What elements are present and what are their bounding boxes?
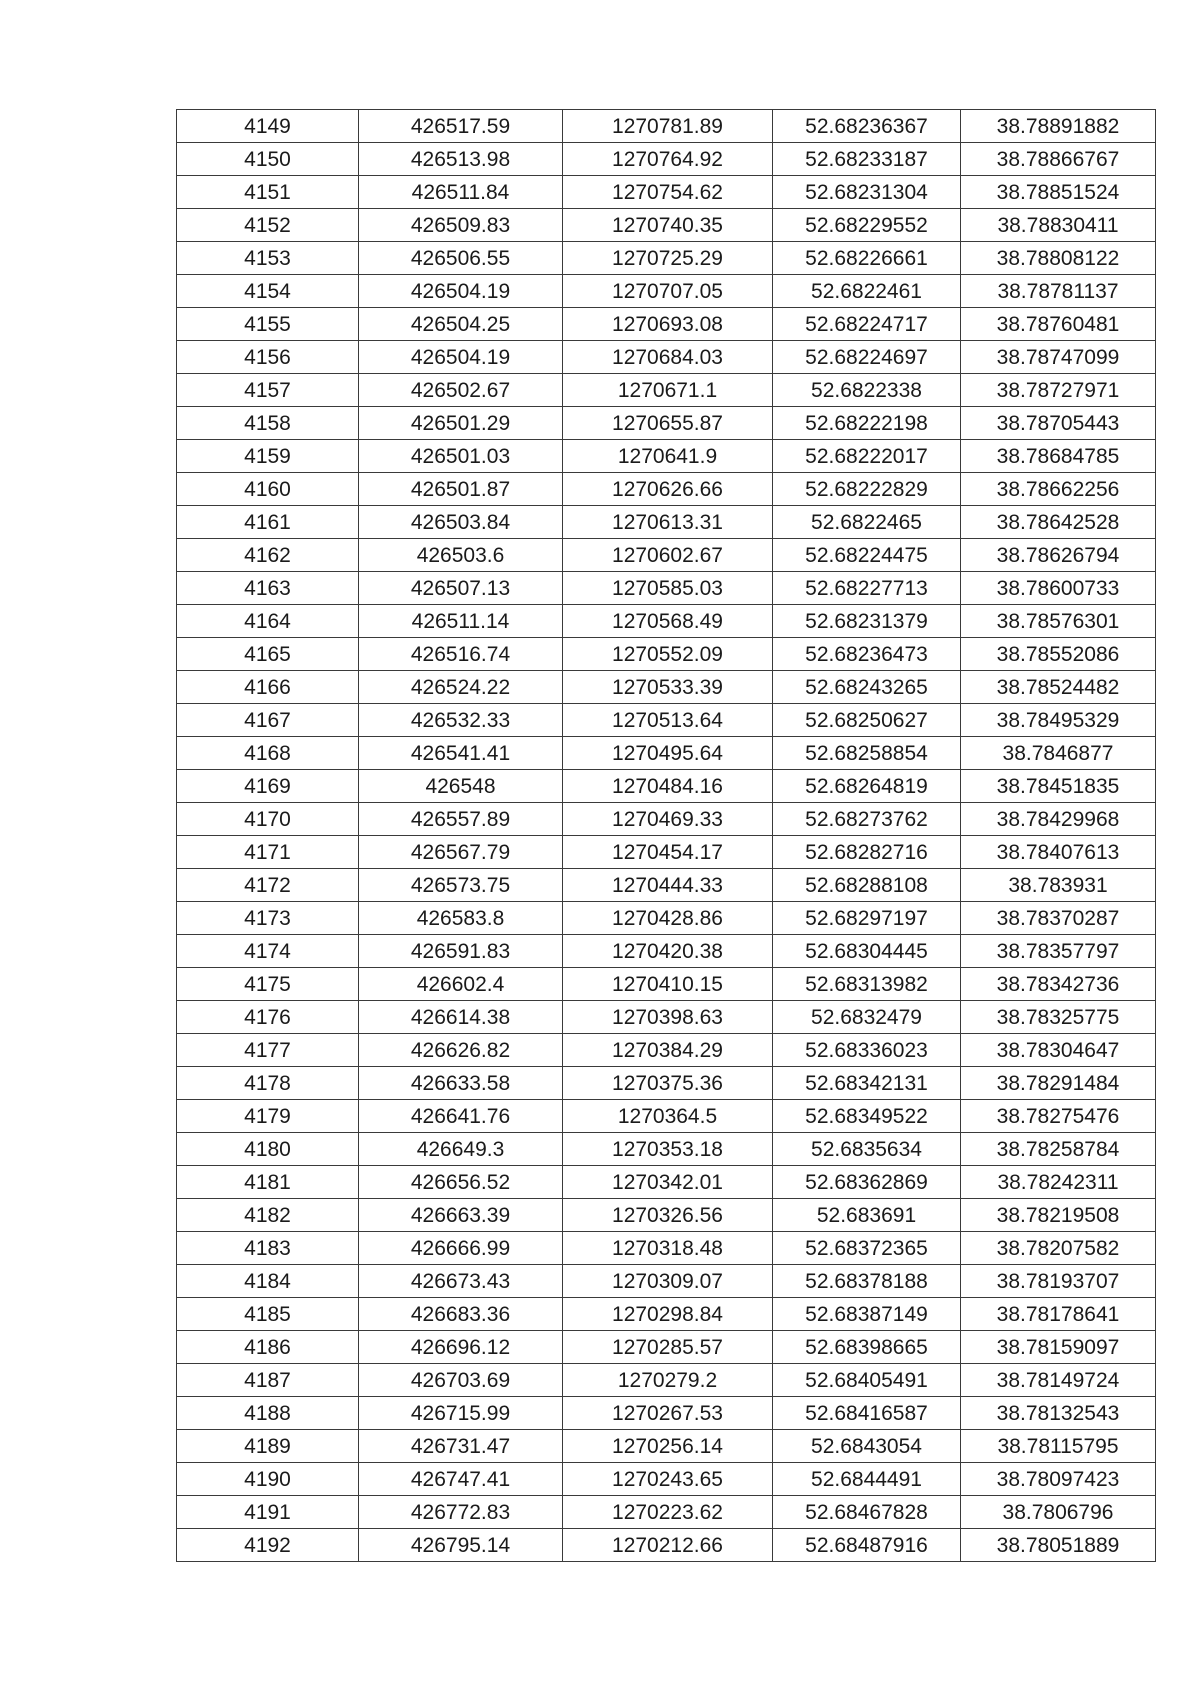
latitude-cell: 52.68231304: [773, 176, 961, 209]
point-number-cell: 4192: [177, 1529, 359, 1562]
y-coordinate-cell: 1270764.92: [563, 143, 773, 176]
point-number-cell: 4151: [177, 176, 359, 209]
x-coordinate-cell: 426583.8: [359, 902, 563, 935]
x-coordinate-cell: 426641.76: [359, 1100, 563, 1133]
latitude-cell: 52.683691: [773, 1199, 961, 1232]
point-number-cell: 4185: [177, 1298, 359, 1331]
table-row: [177, 1232, 1156, 1265]
y-coordinate-cell: 1270454.17: [563, 836, 773, 869]
y-coordinate-cell: 1270298.84: [563, 1298, 773, 1331]
table-row: [177, 473, 1156, 506]
y-coordinate-cell: 1270781.89: [563, 110, 773, 143]
table-row: [177, 539, 1156, 572]
longitude-cell: 38.78891882: [961, 110, 1156, 143]
longitude-cell: 38.78407613: [961, 836, 1156, 869]
point-number-cell: 4150: [177, 143, 359, 176]
latitude-cell: 52.68258854: [773, 737, 961, 770]
longitude-cell: 38.78275476: [961, 1100, 1156, 1133]
table-row: [177, 1463, 1156, 1496]
latitude-cell: 52.6844491: [773, 1463, 961, 1496]
table-row: [177, 1166, 1156, 1199]
table-row: [177, 506, 1156, 539]
table-row: [177, 1100, 1156, 1133]
point-number-cell: 4189: [177, 1430, 359, 1463]
point-number-cell: 4156: [177, 341, 359, 374]
longitude-cell: 38.78051889: [961, 1529, 1156, 1562]
point-number-cell: 4176: [177, 1001, 359, 1034]
y-coordinate-cell: 1270552.09: [563, 638, 773, 671]
latitude-cell: 52.6822465: [773, 506, 961, 539]
y-coordinate-cell: 1270585.03: [563, 572, 773, 605]
y-coordinate-cell: 1270285.57: [563, 1331, 773, 1364]
y-coordinate-cell: 1270495.64: [563, 737, 773, 770]
table-row: [177, 902, 1156, 935]
x-coordinate-cell: 426683.36: [359, 1298, 563, 1331]
table-row: [177, 1397, 1156, 1430]
y-coordinate-cell: 1270725.29: [563, 242, 773, 275]
table-row: [177, 869, 1156, 902]
longitude-cell: 38.78781137: [961, 275, 1156, 308]
latitude-cell: 52.6822338: [773, 374, 961, 407]
y-coordinate-cell: 1270256.14: [563, 1430, 773, 1463]
y-coordinate-cell: 1270641.9: [563, 440, 773, 473]
x-coordinate-cell: 426501.87: [359, 473, 563, 506]
latitude-cell: 52.68224717: [773, 308, 961, 341]
longitude-cell: 38.78524482: [961, 671, 1156, 704]
point-number-cell: 4154: [177, 275, 359, 308]
table-row: [177, 440, 1156, 473]
y-coordinate-cell: 1270353.18: [563, 1133, 773, 1166]
point-number-cell: 4163: [177, 572, 359, 605]
latitude-cell: 52.68273762: [773, 803, 961, 836]
table-row: [177, 704, 1156, 737]
table-row: [177, 1133, 1156, 1166]
y-coordinate-cell: 1270693.08: [563, 308, 773, 341]
x-coordinate-cell: 426524.22: [359, 671, 563, 704]
point-number-cell: 4184: [177, 1265, 359, 1298]
latitude-cell: 52.68387149: [773, 1298, 961, 1331]
x-coordinate-cell: 426703.69: [359, 1364, 563, 1397]
x-coordinate-cell: 426502.67: [359, 374, 563, 407]
x-coordinate-cell: 426509.83: [359, 209, 563, 242]
table-row: [177, 770, 1156, 803]
x-coordinate-cell: 426506.55: [359, 242, 563, 275]
longitude-cell: 38.78219508: [961, 1199, 1156, 1232]
longitude-cell: 38.78851524: [961, 176, 1156, 209]
table-row: [177, 968, 1156, 1001]
longitude-cell: 38.78600733: [961, 572, 1156, 605]
latitude-cell: 52.68222017: [773, 440, 961, 473]
latitude-cell: 52.68372365: [773, 1232, 961, 1265]
table-row: [177, 110, 1156, 143]
point-number-cell: 4181: [177, 1166, 359, 1199]
x-coordinate-cell: 426649.3: [359, 1133, 563, 1166]
point-number-cell: 4159: [177, 440, 359, 473]
y-coordinate-cell: 1270375.36: [563, 1067, 773, 1100]
x-coordinate-cell: 426696.12: [359, 1331, 563, 1364]
latitude-cell: 52.68405491: [773, 1364, 961, 1397]
table-row: [177, 341, 1156, 374]
point-number-cell: 4157: [177, 374, 359, 407]
latitude-cell: 52.68336023: [773, 1034, 961, 1067]
y-coordinate-cell: 1270398.63: [563, 1001, 773, 1034]
table-row: [177, 209, 1156, 242]
x-coordinate-cell: 426504.25: [359, 308, 563, 341]
x-coordinate-cell: 426656.52: [359, 1166, 563, 1199]
latitude-cell: 52.68313982: [773, 968, 961, 1001]
table-row: [177, 671, 1156, 704]
x-coordinate-cell: 426503.6: [359, 539, 563, 572]
y-coordinate-cell: 1270212.66: [563, 1529, 773, 1562]
point-number-cell: 4161: [177, 506, 359, 539]
latitude-cell: 52.6843054: [773, 1430, 961, 1463]
y-coordinate-cell: 1270613.31: [563, 506, 773, 539]
latitude-cell: 52.68236473: [773, 638, 961, 671]
point-number-cell: 4190: [177, 1463, 359, 1496]
y-coordinate-cell: 1270568.49: [563, 605, 773, 638]
latitude-cell: 52.68231379: [773, 605, 961, 638]
point-number-cell: 4164: [177, 605, 359, 638]
longitude-cell: 38.78727971: [961, 374, 1156, 407]
x-coordinate-cell: 426516.74: [359, 638, 563, 671]
point-number-cell: 4179: [177, 1100, 359, 1133]
point-number-cell: 4171: [177, 836, 359, 869]
x-coordinate-cell: 426567.79: [359, 836, 563, 869]
point-number-cell: 4191: [177, 1496, 359, 1529]
x-coordinate-cell: 426548: [359, 770, 563, 803]
point-number-cell: 4168: [177, 737, 359, 770]
latitude-cell: 52.68362869: [773, 1166, 961, 1199]
table-row: [177, 1331, 1156, 1364]
longitude-cell: 38.78193707: [961, 1265, 1156, 1298]
point-number-cell: 4188: [177, 1397, 359, 1430]
latitude-cell: 52.68222829: [773, 473, 961, 506]
longitude-cell: 38.78662256: [961, 473, 1156, 506]
x-coordinate-cell: 426715.99: [359, 1397, 563, 1430]
table-row: [177, 605, 1156, 638]
y-coordinate-cell: 1270602.67: [563, 539, 773, 572]
table-row: [177, 1364, 1156, 1397]
table-row: [177, 935, 1156, 968]
longitude-cell: 38.78258784: [961, 1133, 1156, 1166]
y-coordinate-cell: 1270410.15: [563, 968, 773, 1001]
point-number-cell: 4153: [177, 242, 359, 275]
longitude-cell: 38.78097423: [961, 1463, 1156, 1496]
x-coordinate-cell: 426511.14: [359, 605, 563, 638]
latitude-cell: 52.68378188: [773, 1265, 961, 1298]
y-coordinate-cell: 1270626.66: [563, 473, 773, 506]
longitude-cell: 38.78242311: [961, 1166, 1156, 1199]
point-number-cell: 4180: [177, 1133, 359, 1166]
point-number-cell: 4186: [177, 1331, 359, 1364]
longitude-cell: 38.78178641: [961, 1298, 1156, 1331]
x-coordinate-cell: 426663.39: [359, 1199, 563, 1232]
table-body: [177, 110, 1156, 1562]
table-row: [177, 803, 1156, 836]
longitude-cell: 38.78760481: [961, 308, 1156, 341]
y-coordinate-cell: 1270707.05: [563, 275, 773, 308]
latitude-cell: 52.68224475: [773, 539, 961, 572]
y-coordinate-cell: 1270684.03: [563, 341, 773, 374]
latitude-cell: 52.68243265: [773, 671, 961, 704]
latitude-cell: 52.68304445: [773, 935, 961, 968]
point-number-cell: 4162: [177, 539, 359, 572]
x-coordinate-cell: 426517.59: [359, 110, 563, 143]
point-number-cell: 4152: [177, 209, 359, 242]
latitude-cell: 52.68236367: [773, 110, 961, 143]
table-row: [177, 572, 1156, 605]
table-row: [177, 638, 1156, 671]
latitude-cell: 52.68416587: [773, 1397, 961, 1430]
y-coordinate-cell: 1270279.2: [563, 1364, 773, 1397]
y-coordinate-cell: 1270444.33: [563, 869, 773, 902]
point-number-cell: 4172: [177, 869, 359, 902]
point-number-cell: 4177: [177, 1034, 359, 1067]
latitude-cell: 52.68250627: [773, 704, 961, 737]
longitude-cell: 38.78684785: [961, 440, 1156, 473]
x-coordinate-cell: 426513.98: [359, 143, 563, 176]
point-number-cell: 4167: [177, 704, 359, 737]
y-coordinate-cell: 1270428.86: [563, 902, 773, 935]
x-coordinate-cell: 426501.03: [359, 440, 563, 473]
table-row: [177, 176, 1156, 209]
table-row: [177, 1496, 1156, 1529]
point-number-cell: 4149: [177, 110, 359, 143]
table-row: [177, 1298, 1156, 1331]
longitude-cell: 38.783931: [961, 869, 1156, 902]
longitude-cell: 38.78705443: [961, 407, 1156, 440]
point-number-cell: 4187: [177, 1364, 359, 1397]
longitude-cell: 38.78552086: [961, 638, 1156, 671]
y-coordinate-cell: 1270513.64: [563, 704, 773, 737]
x-coordinate-cell: 426772.83: [359, 1496, 563, 1529]
point-number-cell: 4158: [177, 407, 359, 440]
latitude-cell: 52.68229552: [773, 209, 961, 242]
longitude-cell: 38.78866767: [961, 143, 1156, 176]
longitude-cell: 38.78576301: [961, 605, 1156, 638]
table-row: [177, 308, 1156, 341]
table-row: [177, 1199, 1156, 1232]
y-coordinate-cell: 1270326.56: [563, 1199, 773, 1232]
table-row: [177, 1067, 1156, 1100]
x-coordinate-cell: 426602.4: [359, 968, 563, 1001]
latitude-cell: 52.68467828: [773, 1496, 961, 1529]
longitude-cell: 38.78207582: [961, 1232, 1156, 1265]
longitude-cell: 38.78149724: [961, 1364, 1156, 1397]
x-coordinate-cell: 426633.58: [359, 1067, 563, 1100]
table-row: [177, 275, 1156, 308]
point-number-cell: 4155: [177, 308, 359, 341]
x-coordinate-cell: 426591.83: [359, 935, 563, 968]
y-coordinate-cell: 1270469.33: [563, 803, 773, 836]
x-coordinate-cell: 426626.82: [359, 1034, 563, 1067]
longitude-cell: 38.78808122: [961, 242, 1156, 275]
longitude-cell: 38.7846877: [961, 737, 1156, 770]
y-coordinate-cell: 1270342.01: [563, 1166, 773, 1199]
y-coordinate-cell: 1270318.48: [563, 1232, 773, 1265]
table-row: [177, 836, 1156, 869]
x-coordinate-cell: 426614.38: [359, 1001, 563, 1034]
y-coordinate-cell: 1270309.07: [563, 1265, 773, 1298]
latitude-cell: 52.68227713: [773, 572, 961, 605]
x-coordinate-cell: 426557.89: [359, 803, 563, 836]
longitude-cell: 38.78357797: [961, 935, 1156, 968]
table-row: [177, 737, 1156, 770]
latitude-cell: 52.6822461: [773, 275, 961, 308]
longitude-cell: 38.78291484: [961, 1067, 1156, 1100]
x-coordinate-cell: 426673.43: [359, 1265, 563, 1298]
table-row: [177, 374, 1156, 407]
table-row: [177, 1430, 1156, 1463]
x-coordinate-cell: 426795.14: [359, 1529, 563, 1562]
x-coordinate-cell: 426747.41: [359, 1463, 563, 1496]
x-coordinate-cell: 426731.47: [359, 1430, 563, 1463]
latitude-cell: 52.68226661: [773, 242, 961, 275]
point-number-cell: 4166: [177, 671, 359, 704]
y-coordinate-cell: 1270243.65: [563, 1463, 773, 1496]
latitude-cell: 52.68264819: [773, 770, 961, 803]
point-number-cell: 4183: [177, 1232, 359, 1265]
y-coordinate-cell: 1270420.38: [563, 935, 773, 968]
table-row: [177, 1529, 1156, 1562]
longitude-cell: 38.78747099: [961, 341, 1156, 374]
longitude-cell: 38.78495329: [961, 704, 1156, 737]
longitude-cell: 38.78115795: [961, 1430, 1156, 1463]
longitude-cell: 38.78304647: [961, 1034, 1156, 1067]
x-coordinate-cell: 426507.13: [359, 572, 563, 605]
table-row: [177, 1034, 1156, 1067]
x-coordinate-cell: 426511.84: [359, 176, 563, 209]
longitude-cell: 38.78370287: [961, 902, 1156, 935]
table-row: [177, 242, 1156, 275]
latitude-cell: 52.68282716: [773, 836, 961, 869]
latitude-cell: 52.68288108: [773, 869, 961, 902]
y-coordinate-cell: 1270223.62: [563, 1496, 773, 1529]
longitude-cell: 38.78342736: [961, 968, 1156, 1001]
point-number-cell: 4170: [177, 803, 359, 836]
x-coordinate-cell: 426501.29: [359, 407, 563, 440]
longitude-cell: 38.7806796: [961, 1496, 1156, 1529]
latitude-cell: 52.68398665: [773, 1331, 961, 1364]
table-row: [177, 1265, 1156, 1298]
x-coordinate-cell: 426666.99: [359, 1232, 563, 1265]
x-coordinate-cell: 426532.33: [359, 704, 563, 737]
y-coordinate-cell: 1270484.16: [563, 770, 773, 803]
point-number-cell: 4174: [177, 935, 359, 968]
longitude-cell: 38.78159097: [961, 1331, 1156, 1364]
point-number-cell: 4165: [177, 638, 359, 671]
y-coordinate-cell: 1270364.5: [563, 1100, 773, 1133]
y-coordinate-cell: 1270533.39: [563, 671, 773, 704]
latitude-cell: 52.68349522: [773, 1100, 961, 1133]
latitude-cell: 52.6835634: [773, 1133, 961, 1166]
y-coordinate-cell: 1270655.87: [563, 407, 773, 440]
x-coordinate-cell: 426503.84: [359, 506, 563, 539]
y-coordinate-cell: 1270384.29: [563, 1034, 773, 1067]
y-coordinate-cell: 1270671.1: [563, 374, 773, 407]
x-coordinate-cell: 426504.19: [359, 341, 563, 374]
coordinates-table: [176, 109, 1156, 1562]
longitude-cell: 38.78626794: [961, 539, 1156, 572]
longitude-cell: 38.78642528: [961, 506, 1156, 539]
latitude-cell: 52.68224697: [773, 341, 961, 374]
point-number-cell: 4160: [177, 473, 359, 506]
point-number-cell: 4178: [177, 1067, 359, 1100]
latitude-cell: 52.68233187: [773, 143, 961, 176]
point-number-cell: 4169: [177, 770, 359, 803]
y-coordinate-cell: 1270754.62: [563, 176, 773, 209]
y-coordinate-cell: 1270740.35: [563, 209, 773, 242]
latitude-cell: 52.68222198: [773, 407, 961, 440]
longitude-cell: 38.78830411: [961, 209, 1156, 242]
x-coordinate-cell: 426504.19: [359, 275, 563, 308]
x-coordinate-cell: 426541.41: [359, 737, 563, 770]
longitude-cell: 38.78451835: [961, 770, 1156, 803]
y-coordinate-cell: 1270267.53: [563, 1397, 773, 1430]
point-number-cell: 4175: [177, 968, 359, 1001]
latitude-cell: 52.6832479: [773, 1001, 961, 1034]
table-row: [177, 407, 1156, 440]
longitude-cell: 38.78132543: [961, 1397, 1156, 1430]
table-row: [177, 1001, 1156, 1034]
point-number-cell: 4173: [177, 902, 359, 935]
longitude-cell: 38.78429968: [961, 803, 1156, 836]
x-coordinate-cell: 426573.75: [359, 869, 563, 902]
latitude-cell: 52.68487916: [773, 1529, 961, 1562]
latitude-cell: 52.68342131: [773, 1067, 961, 1100]
point-number-cell: 4182: [177, 1199, 359, 1232]
latitude-cell: 52.68297197: [773, 902, 961, 935]
table-row: [177, 143, 1156, 176]
longitude-cell: 38.78325775: [961, 1001, 1156, 1034]
